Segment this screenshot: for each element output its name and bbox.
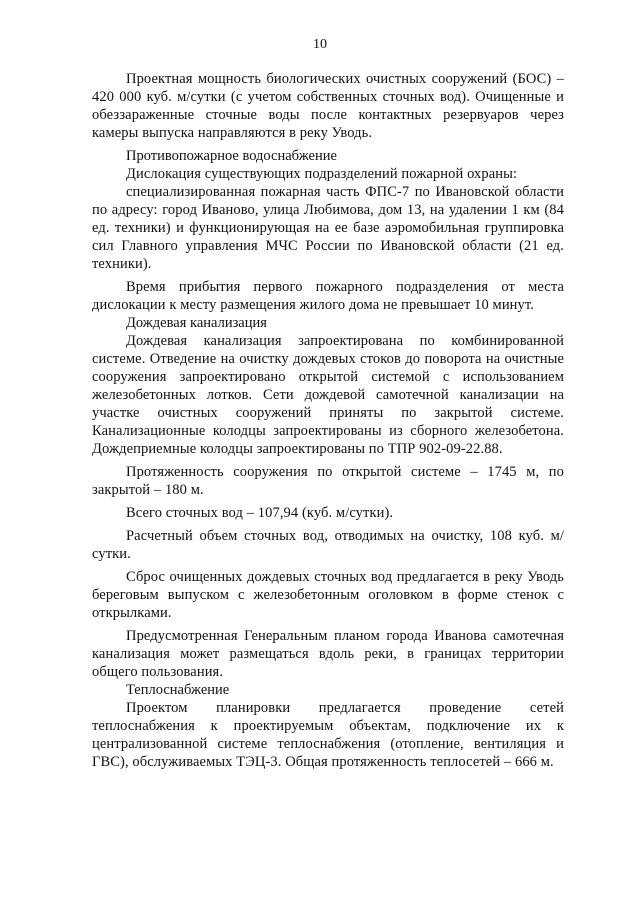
paragraph-discharge: Сброс очищенных дождевых сточных вод предлагается в реку Уводь береговым выпуском с железобетонным оголовком в форме стенок с открылками. (92, 569, 564, 621)
paragraph-arrival-time: Время прибытия первого пожарного подразделения от места дислокации к месту размещения жилого дома не превышает 10 минут. (92, 279, 564, 313)
document-body (92, 70, 564, 771)
paragraph-fire-unit: специализированная пожарная часть ФПС-7 по Ивановской области по адресу: город Иваново, улица Любимова, дом 13, на удалении 1 км (84 ед. техники) и функционирующая на ее базе аэромобильная группировка сил Главного управления МЧС России по Ивановской области (21 ед. техники). (92, 184, 564, 272)
paragraph-general-plan: Предусмотренная Генеральным планом города Иванова самотечная канализация может размещаться вдоль реки, в границах территории общего пользования. (92, 628, 564, 680)
paragraph-fire-dislocation: Дислокация существующих подразделений пожарной охраны: (126, 166, 518, 182)
heading-storm-sewer: Дождевая канализация (126, 315, 267, 331)
paragraph-total-wastewater: Всего сточных вод – 107,94 (куб. м/сутки). (126, 505, 394, 521)
paragraph-calculated-volume: Расчетный объем сточных вод, отводимых на очистку, 108 куб. м/сутки. (92, 528, 564, 562)
paragraph-heat-supply: Проектом планировки предлагается проведение сетей теплоснабжения к проектируемым объектам, подключение их к централизованной системе теплоснабжения (отопление, вентиляция и ГВС), обслуживаемых ТЭЦ-3. Общая протяженность теплосетей – 666 м. (92, 700, 564, 770)
paragraph-bos-capacity: Проектная мощность биологических очистных сооружений (БОС) – 420 000 куб. м/сутки (с учетом собственных сточных вод). Очищенные и обеззараженные сточные воды после контактных резервуаров через камеры выпуска направляются в реку Уводь. (92, 71, 564, 141)
heading-fire-water-supply: Противопожарное водоснабжение (126, 148, 337, 164)
paragraph-length: Протяженность сооружения по открытой системе – 1745 м, по закрытой – 180 м. (92, 464, 564, 498)
paragraph-storm-sewer-design: Дождевая канализация запроектирована по комбинированной системе. Отведение на очистку дождевых стоков до поворота на очистные сооружения запроектировано открытой системой с использованием железобетонных лотков. Сети дождевой самотечной канализации на участке очистных сооружений приняты по закрытой системе. Канализационные колодцы запроектированы из сборного железобетона. Дождеприемные колодцы запроектированы по ТПР 902-09-22.88. (92, 333, 564, 457)
heading-heat-supply: Теплоснабжение (126, 682, 230, 698)
page-number: 10 (313, 37, 327, 52)
